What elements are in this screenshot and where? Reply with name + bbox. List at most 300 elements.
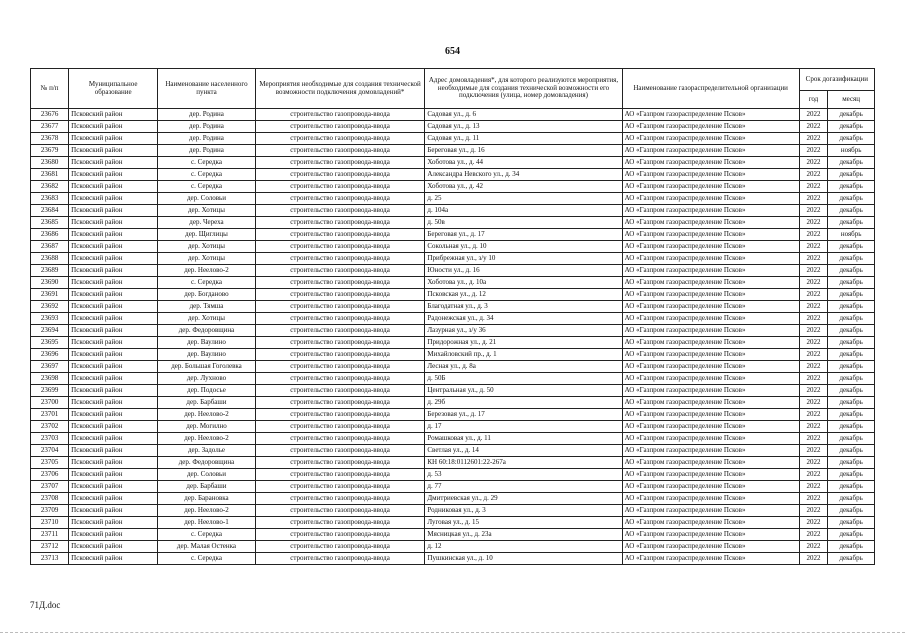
organization-cell: АО «Газпром газораспределение Псков» (622, 145, 799, 157)
table-row (31, 361, 875, 373)
header-year: год (799, 91, 828, 109)
municipality-cell: Псковский район (69, 157, 158, 169)
measures-cell: строительство газопровода-ввода (255, 457, 425, 469)
measures-cell: строительство газопровода-ввода (255, 133, 425, 145)
year-cell: 2022 (799, 469, 828, 481)
municipality-cell: Псковский район (69, 193, 158, 205)
table-row (31, 433, 875, 445)
organization-cell: АО «Газпром газораспределение Псков» (622, 325, 799, 337)
organization-cell: АО «Газпром газораспределение Псков» (622, 409, 799, 421)
row-number: 23694 (31, 325, 69, 337)
settlement-cell: дер. Родина (158, 133, 256, 145)
row-number: 23680 (31, 157, 69, 169)
address-cell: д. 50в (425, 217, 622, 229)
measures-cell: строительство газопровода-ввода (255, 265, 425, 277)
year-cell: 2022 (799, 349, 828, 361)
organization-cell: АО «Газпром газораспределение Псков» (622, 181, 799, 193)
measures-cell: строительство газопровода-ввода (255, 397, 425, 409)
table-row (31, 313, 875, 325)
municipality-cell: Псковский район (69, 241, 158, 253)
measures-cell: строительство газопровода-ввода (255, 217, 425, 229)
address-cell: Пушкинская ул., д. 10 (425, 553, 622, 565)
address-cell: д. 104а (425, 205, 622, 217)
organization-cell: АО «Газпром газораспределение Псков» (622, 217, 799, 229)
row-number: 23678 (31, 133, 69, 145)
municipality-cell: Псковский район (69, 409, 158, 421)
year-cell: 2022 (799, 481, 828, 493)
year-cell: 2022 (799, 277, 828, 289)
table-row (31, 277, 875, 289)
month-cell: декабрь (828, 253, 875, 265)
address-cell: Лесная ул., д. 8а (425, 361, 622, 373)
year-cell: 2022 (799, 229, 828, 241)
month-cell: декабрь (828, 397, 875, 409)
measures-cell: строительство газопровода-ввода (255, 301, 425, 313)
measures-cell: строительство газопровода-ввода (255, 445, 425, 457)
municipality-cell: Псковский район (69, 373, 158, 385)
table-row (31, 289, 875, 301)
measures-cell: строительство газопровода-ввода (255, 109, 425, 121)
address-cell: Лазурная ул., з/у 36 (425, 325, 622, 337)
address-cell: Михайловский пр., д. 1 (425, 349, 622, 361)
year-cell: 2022 (799, 373, 828, 385)
measures-cell: строительство газопровода-ввода (255, 421, 425, 433)
settlement-cell: дер. Неелово-1 (158, 517, 256, 529)
measures-cell: строительство газопровода-ввода (255, 385, 425, 397)
year-cell: 2022 (799, 181, 828, 193)
table-row (31, 493, 875, 505)
municipality-cell: Псковский район (69, 133, 158, 145)
municipality-cell: Псковский район (69, 277, 158, 289)
address-cell: Хоботова ул., д. 44 (425, 157, 622, 169)
row-number: 23697 (31, 361, 69, 373)
measures-cell: строительство газопровода-ввода (255, 193, 425, 205)
measures-cell: строительство газопровода-ввода (255, 145, 425, 157)
row-number: 23688 (31, 253, 69, 265)
organization-cell: АО «Газпром газораспределение Псков» (622, 157, 799, 169)
address-cell: Псковская ул., д. 12 (425, 289, 622, 301)
table-row (31, 397, 875, 409)
table-row (31, 253, 875, 265)
settlement-cell: дер. Неелово-2 (158, 265, 256, 277)
organization-cell: АО «Газпром газораспределение Псков» (622, 193, 799, 205)
row-number: 23695 (31, 337, 69, 349)
measures-cell: строительство газопровода-ввода (255, 373, 425, 385)
row-number: 23689 (31, 265, 69, 277)
table-row (31, 385, 875, 397)
table-row (31, 157, 875, 169)
address-cell: д. 50Б (425, 373, 622, 385)
month-cell: декабрь (828, 205, 875, 217)
month-cell: декабрь (828, 349, 875, 361)
measures-cell: строительство газопровода-ввода (255, 349, 425, 361)
year-cell: 2022 (799, 145, 828, 157)
year-cell: 2022 (799, 433, 828, 445)
month-cell: декабрь (828, 289, 875, 301)
row-number: 23713 (31, 553, 69, 565)
settlement-cell: с. Середка (158, 529, 256, 541)
header-settlement: Наименование населенного пункта (158, 69, 256, 109)
municipality-cell: Псковский район (69, 433, 158, 445)
address-cell: Садовая ул., д. 6 (425, 109, 622, 121)
organization-cell: АО «Газпром газораспределение Псков» (622, 481, 799, 493)
settlement-cell: дер. Федоровщина (158, 325, 256, 337)
month-cell: ноябрь (828, 229, 875, 241)
month-cell: декабрь (828, 301, 875, 313)
table-row (31, 109, 875, 121)
municipality-cell: Псковский район (69, 301, 158, 313)
address-cell: Придорожная ул., д. 21 (425, 337, 622, 349)
organization-cell: АО «Газпром газораспределение Псков» (622, 469, 799, 481)
address-cell: Садовая ул., д. 11 (425, 133, 622, 145)
table-row (31, 349, 875, 361)
row-number: 23712 (31, 541, 69, 553)
table-row (31, 337, 875, 349)
year-cell: 2022 (799, 541, 828, 553)
table-row (31, 169, 875, 181)
municipality-cell: Псковский район (69, 529, 158, 541)
row-number: 23692 (31, 301, 69, 313)
table-row (31, 229, 875, 241)
organization-cell: АО «Газпром газораспределение Псков» (622, 337, 799, 349)
municipality-cell: Псковский район (69, 289, 158, 301)
municipality-cell: Псковский район (69, 421, 158, 433)
measures-cell: строительство газопровода-ввода (255, 169, 425, 181)
row-number: 23690 (31, 277, 69, 289)
organization-cell: АО «Газпром газораспределение Псков» (622, 301, 799, 313)
settlement-cell: дер. Ваулино (158, 349, 256, 361)
month-cell: декабрь (828, 481, 875, 493)
month-cell: декабрь (828, 457, 875, 469)
settlement-cell: дер. Хотицы (158, 241, 256, 253)
settlement-cell: дер. Барановка (158, 493, 256, 505)
year-cell: 2022 (799, 361, 828, 373)
table-row (31, 181, 875, 193)
table-row (31, 265, 875, 277)
row-number: 23702 (31, 421, 69, 433)
municipality-cell: Псковский район (69, 469, 158, 481)
table-row (31, 517, 875, 529)
row-number: 23708 (31, 493, 69, 505)
table-row (31, 133, 875, 145)
address-cell: Березовая ул., д. 17 (425, 409, 622, 421)
organization-cell: АО «Газпром газораспределение Псков» (622, 289, 799, 301)
organization-cell: АО «Газпром газораспределение Псков» (622, 109, 799, 121)
organization-cell: АО «Газпром газораспределение Псков» (622, 265, 799, 277)
measures-cell: строительство газопровода-ввода (255, 541, 425, 553)
year-cell: 2022 (799, 109, 828, 121)
measures-cell: строительство газопровода-ввода (255, 409, 425, 421)
year-cell: 2022 (799, 553, 828, 565)
row-number: 23709 (31, 505, 69, 517)
measures-cell: строительство газопровода-ввода (255, 181, 425, 193)
row-number: 23682 (31, 181, 69, 193)
municipality-cell: Псковский район (69, 217, 158, 229)
settlement-cell: с. Середка (158, 157, 256, 169)
row-number: 23686 (31, 229, 69, 241)
page-edge-divider (0, 632, 905, 633)
measures-cell: строительство газопровода-ввода (255, 325, 425, 337)
table-row (31, 445, 875, 457)
table-row (31, 481, 875, 493)
row-number: 23696 (31, 349, 69, 361)
settlement-cell: дер. Богданово (158, 289, 256, 301)
year-cell: 2022 (799, 265, 828, 277)
measures-cell: строительство газопровода-ввода (255, 493, 425, 505)
settlement-cell: дер. Задолье (158, 445, 256, 457)
header-num: № п/п (31, 69, 69, 109)
month-cell: декабрь (828, 109, 875, 121)
address-cell: д. 25 (425, 193, 622, 205)
year-cell: 2022 (799, 337, 828, 349)
year-cell: 2022 (799, 505, 828, 517)
organization-cell: АО «Газпром газораспределение Псков» (622, 517, 799, 529)
table-row (31, 409, 875, 421)
table-body (31, 109, 875, 565)
month-cell: декабрь (828, 433, 875, 445)
settlement-cell: дер. Соловьи (158, 469, 256, 481)
organization-cell: АО «Газпром газораспределение Псков» (622, 361, 799, 373)
measures-cell: строительство газопровода-ввода (255, 481, 425, 493)
settlement-cell: дер. Хотицы (158, 253, 256, 265)
organization-cell: АО «Газпром газораспределение Псков» (622, 433, 799, 445)
table-row (31, 421, 875, 433)
month-cell: декабрь (828, 157, 875, 169)
table-row (31, 217, 875, 229)
settlement-cell: дер. Лухново (158, 373, 256, 385)
measures-cell: строительство газопровода-ввода (255, 313, 425, 325)
month-cell: декабрь (828, 529, 875, 541)
row-number: 23703 (31, 433, 69, 445)
month-cell: декабрь (828, 517, 875, 529)
year-cell: 2022 (799, 409, 828, 421)
settlement-cell: дер. Барбаши (158, 481, 256, 493)
year-cell: 2022 (799, 325, 828, 337)
row-number: 23707 (31, 481, 69, 493)
address-cell: Юности ул., д. 16 (425, 265, 622, 277)
year-cell: 2022 (799, 385, 828, 397)
settlement-cell: дер. Малая Остенка (158, 541, 256, 553)
month-cell: декабрь (828, 133, 875, 145)
month-cell: декабрь (828, 181, 875, 193)
address-cell: Береговая ул., д. 17 (425, 229, 622, 241)
municipality-cell: Псковский район (69, 121, 158, 133)
row-number: 23699 (31, 385, 69, 397)
month-cell: декабрь (828, 361, 875, 373)
measures-cell: строительство газопровода-ввода (255, 505, 425, 517)
settlement-cell: дер. Родина (158, 145, 256, 157)
month-cell: декабрь (828, 337, 875, 349)
municipality-cell: Псковский район (69, 109, 158, 121)
municipality-cell: Псковский район (69, 553, 158, 565)
measures-cell: строительство газопровода-ввода (255, 277, 425, 289)
settlement-cell: дер. Подосье (158, 385, 256, 397)
municipality-cell: Псковский район (69, 481, 158, 493)
measures-cell: строительство газопровода-ввода (255, 469, 425, 481)
row-number: 23705 (31, 457, 69, 469)
settlement-cell: с. Середка (158, 181, 256, 193)
year-cell: 2022 (799, 457, 828, 469)
month-cell: декабрь (828, 193, 875, 205)
measures-cell: строительство газопровода-ввода (255, 337, 425, 349)
settlement-cell: дер. Могилно (158, 421, 256, 433)
settlement-cell: дер. Хотицы (158, 313, 256, 325)
measures-cell: строительство газопровода-ввода (255, 517, 425, 529)
address-cell: Хоботова ул., д. 42 (425, 181, 622, 193)
municipality-cell: Псковский район (69, 205, 158, 217)
month-cell: декабрь (828, 121, 875, 133)
year-cell: 2022 (799, 493, 828, 505)
table-row (31, 193, 875, 205)
measures-cell: строительство газопровода-ввода (255, 205, 425, 217)
settlement-cell: дер. Щиглицы (158, 229, 256, 241)
measures-cell: строительство газопровода-ввода (255, 289, 425, 301)
header-measures: Мероприятия необходимые для создания технической возможности подключения домовладений* (255, 69, 425, 109)
organization-cell: АО «Газпром газораспределение Псков» (622, 529, 799, 541)
year-cell: 2022 (799, 301, 828, 313)
municipality-cell: Псковский район (69, 457, 158, 469)
gasification-table (30, 68, 875, 565)
month-cell: декабрь (828, 505, 875, 517)
municipality-cell: Псковский район (69, 541, 158, 553)
settlement-cell: с. Середка (158, 553, 256, 565)
row-number: 23700 (31, 397, 69, 409)
month-cell: декабрь (828, 409, 875, 421)
header-address: Адрес домовладения*, для которого реализуются мероприятия, необходимые для создания технической возможности его подключения (улица, номер домовладения) (425, 69, 622, 109)
year-cell: 2022 (799, 313, 828, 325)
organization-cell: АО «Газпром газораспределение Псков» (622, 253, 799, 265)
measures-cell: строительство газопровода-ввода (255, 121, 425, 133)
month-cell: декабрь (828, 325, 875, 337)
year-cell: 2022 (799, 157, 828, 169)
address-cell: Хоботова ул., д. 10а (425, 277, 622, 289)
address-cell: Мясницкая ул., д. 23а (425, 529, 622, 541)
month-cell: декабрь (828, 241, 875, 253)
header-term: Срок догазификации (799, 69, 874, 91)
organization-cell: АО «Газпром газораспределение Псков» (622, 373, 799, 385)
organization-cell: АО «Газпром газораспределение Псков» (622, 277, 799, 289)
row-number: 23706 (31, 469, 69, 481)
year-cell: 2022 (799, 169, 828, 181)
month-cell: декабрь (828, 277, 875, 289)
organization-cell: АО «Газпром газораспределение Псков» (622, 349, 799, 361)
row-number: 23698 (31, 373, 69, 385)
settlement-cell: дер. Хотицы (158, 205, 256, 217)
organization-cell: АО «Газпром газораспределение Псков» (622, 397, 799, 409)
settlement-cell: дер. Родина (158, 109, 256, 121)
row-number: 23691 (31, 289, 69, 301)
measures-cell: строительство газопровода-ввода (255, 361, 425, 373)
month-cell: ноябрь (828, 145, 875, 157)
header-municipality: Муниципальное образование (69, 69, 158, 109)
footer-filename: 71Д.doc (30, 600, 61, 610)
month-cell: декабрь (828, 553, 875, 565)
organization-cell: АО «Газпром газораспределение Псков» (622, 169, 799, 181)
address-cell: Благодатная ул., д. 3 (425, 301, 622, 313)
municipality-cell: Псковский район (69, 181, 158, 193)
municipality-cell: Псковский район (69, 397, 158, 409)
month-cell: декабрь (828, 469, 875, 481)
address-cell: Ромашковая ул., д. 11 (425, 433, 622, 445)
year-cell: 2022 (799, 253, 828, 265)
table-row (31, 121, 875, 133)
row-number: 23681 (31, 169, 69, 181)
row-number: 23676 (31, 109, 69, 121)
municipality-cell: Псковский район (69, 253, 158, 265)
table-row (31, 373, 875, 385)
measures-cell: строительство газопровода-ввода (255, 433, 425, 445)
row-number: 23710 (31, 517, 69, 529)
year-cell: 2022 (799, 397, 828, 409)
organization-cell: АО «Газпром газораспределение Псков» (622, 121, 799, 133)
year-cell: 2022 (799, 217, 828, 229)
month-cell: декабрь (828, 541, 875, 553)
address-cell: Луговая ул., д. 15 (425, 517, 622, 529)
settlement-cell: дер. Тямша (158, 301, 256, 313)
year-cell: 2022 (799, 133, 828, 145)
settlement-cell: дер. Родина (158, 121, 256, 133)
address-cell: Дмитриевская ул., д. 29 (425, 493, 622, 505)
year-cell: 2022 (799, 421, 828, 433)
year-cell: 2022 (799, 121, 828, 133)
month-cell: декабрь (828, 169, 875, 181)
settlement-cell: дер. Большая Гоголевка (158, 361, 256, 373)
municipality-cell: Псковский район (69, 325, 158, 337)
row-number: 23711 (31, 529, 69, 541)
address-cell: Центральная ул., д. 50 (425, 385, 622, 397)
address-cell: Родниковая ул., д. 3 (425, 505, 622, 517)
row-number: 23693 (31, 313, 69, 325)
settlement-cell: дер. Неелово-2 (158, 505, 256, 517)
settlement-cell: дер. Ваулино (158, 337, 256, 349)
month-cell: декабрь (828, 421, 875, 433)
address-cell: д. 29б (425, 397, 622, 409)
settlement-cell: дер. Череха (158, 217, 256, 229)
table-row (31, 241, 875, 253)
row-number: 23683 (31, 193, 69, 205)
address-cell: Береговая ул., д. 16 (425, 145, 622, 157)
measures-cell: строительство газопровода-ввода (255, 529, 425, 541)
table-row (31, 553, 875, 565)
table-row (31, 469, 875, 481)
organization-cell: АО «Газпром газораспределение Псков» (622, 445, 799, 457)
address-cell: Садовая ул., д. 13 (425, 121, 622, 133)
table-header (31, 69, 875, 109)
address-cell: д. 17 (425, 421, 622, 433)
table-row (31, 325, 875, 337)
month-cell: декабрь (828, 313, 875, 325)
address-cell: Александра Невского ул., д. 34 (425, 169, 622, 181)
measures-cell: строительство газопровода-ввода (255, 241, 425, 253)
address-cell: д. 77 (425, 481, 622, 493)
table-row (31, 541, 875, 553)
year-cell: 2022 (799, 517, 828, 529)
month-cell: декабрь (828, 493, 875, 505)
header-month: месяц (828, 91, 875, 109)
municipality-cell: Псковский район (69, 505, 158, 517)
organization-cell: АО «Газпром газораспределение Псков» (622, 541, 799, 553)
municipality-cell: Псковский район (69, 445, 158, 457)
table-row (31, 301, 875, 313)
address-cell: Светлая ул., д. 14 (425, 445, 622, 457)
settlement-cell: дер. Барбаши (158, 397, 256, 409)
row-number: 23685 (31, 217, 69, 229)
municipality-cell: Псковский район (69, 385, 158, 397)
municipality-cell: Псковский район (69, 229, 158, 241)
month-cell: декабрь (828, 385, 875, 397)
year-cell: 2022 (799, 289, 828, 301)
table-row (31, 205, 875, 217)
